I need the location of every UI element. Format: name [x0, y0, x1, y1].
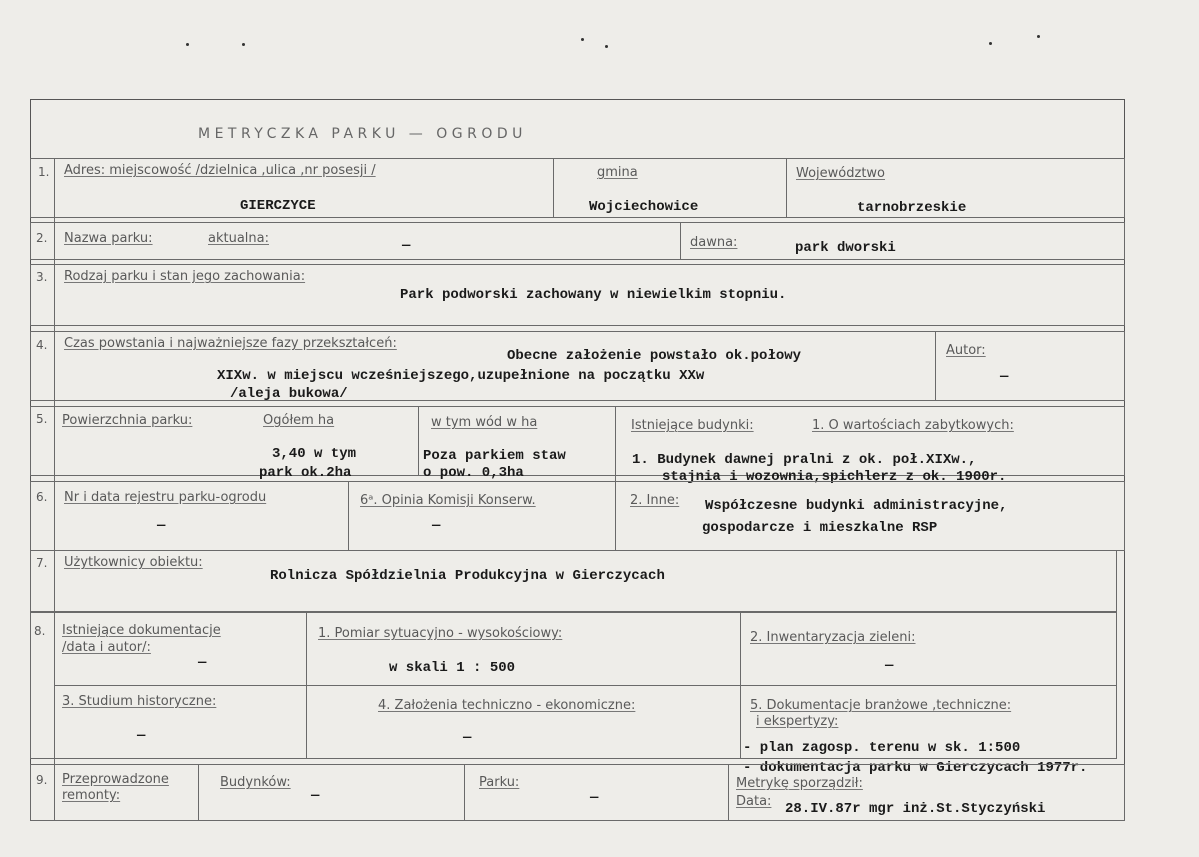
total-area-line-1: 3,40 w tym	[272, 446, 357, 462]
park-repairs-label: Parku:	[479, 775, 520, 790]
prepared-by-label: Metrykę sporządził:	[736, 776, 863, 791]
row-9-divider	[728, 764, 729, 821]
former-name-label: dawna:	[690, 235, 738, 250]
opinion-label: 6ᵃ. Opinia Komisji Konserw.	[360, 493, 536, 508]
history-label: Czas powstania i najważniejsze fazy przekształceń:	[64, 336, 397, 351]
wojewodztwo-value: tarnobrzeskie	[857, 200, 967, 216]
address-value: GIERCZYCE	[240, 198, 316, 214]
users-label: Użytkownicy obiektu:	[64, 555, 203, 570]
row-2-divider	[680, 222, 681, 260]
current-name-value: —	[402, 238, 411, 254]
register-value: —	[157, 518, 166, 534]
date-label: Data:	[736, 794, 772, 809]
historical-study-label: 3. Studium historyczne:	[62, 694, 217, 709]
history-line-2: XIXw. w miejscu wcześniejszego,uzupełnione na początku XXw	[217, 368, 705, 384]
inventory-value: —	[885, 658, 894, 674]
row-2-box	[30, 222, 1125, 260]
form-title: METRYCZKA PARKU — OGRODU	[198, 126, 527, 142]
technical-value: —	[463, 730, 472, 746]
repairs-label: remonty:	[62, 788, 121, 803]
opinion-value: —	[432, 518, 441, 534]
area-label: Powierzchnia parku:	[62, 413, 193, 428]
historical-study-value: —	[137, 728, 146, 744]
repairs-label: Przeprowadzone	[62, 772, 169, 787]
address-label: Adres: miejscowość /dzielnica ,ulica ,nr posesji /	[64, 163, 376, 178]
monuments-label: 1. O wartościach zabytkowych:	[812, 418, 1014, 433]
row-9-divider	[198, 764, 199, 821]
current-name-label: aktualna:	[208, 231, 269, 246]
water-area-label: w tym wód w ha	[431, 415, 538, 430]
row-4-divider	[935, 331, 936, 401]
branch-docs-line-1: - plan zagosp. terenu w sk. 1:500	[743, 740, 1021, 756]
other-buildings-label: 2. Inne:	[630, 493, 680, 508]
water-area-line-1: Poza parkiem staw	[423, 448, 566, 464]
row-8-divider	[306, 612, 307, 759]
park-type-value: Park podworski zachowany w niewielkim stopniu.	[400, 287, 787, 303]
punch-dot	[186, 43, 189, 46]
buildings-label: Istniejące budynki:	[631, 418, 754, 433]
punch-dot	[989, 42, 992, 45]
section-number: 3.	[36, 270, 48, 284]
history-line-3: /aleja bukowa/	[230, 386, 348, 402]
total-area-label: Ogółem ha	[263, 413, 335, 428]
other-buildings-line-1: Współczesne budynki administracyjne,	[705, 498, 1008, 514]
row-8-divider	[740, 612, 741, 759]
building-repairs-label: Budynków:	[220, 775, 291, 790]
inventory-label: 2. Inwentaryzacja zieleni:	[750, 630, 916, 645]
section-number: 4.	[36, 338, 48, 352]
monuments-line-2: stajnia i wozownia,spichlerz z ok. 1900r.	[662, 469, 1007, 485]
row-5-divider	[418, 406, 419, 476]
row-9-divider	[464, 764, 465, 821]
total-area-line-2: park ok.2ha	[259, 465, 352, 481]
section-number: 8.	[34, 624, 46, 638]
punch-dot	[581, 38, 584, 41]
punch-dot	[1037, 35, 1040, 38]
punch-dot	[605, 45, 608, 48]
documents-label: Istniejące dokumentacje	[62, 623, 221, 638]
row-1-divider	[786, 158, 787, 218]
water-area-line-2: o pow. 0,3ha	[423, 465, 524, 481]
branch-docs-label: i ekspertyzy:	[756, 714, 839, 729]
punch-dot	[242, 43, 245, 46]
author-label: Autor:	[946, 343, 986, 358]
date-value: 28.IV.87r mgr inż.St.Styczyński	[785, 801, 1046, 817]
section-number: 5.	[36, 412, 48, 426]
other-buildings-line-2: gospodarcze i mieszkalne RSP	[702, 520, 938, 536]
documents-label: /data i autor/:	[62, 640, 151, 655]
gmina-label: gmina	[597, 165, 638, 180]
section-number: 2.	[36, 231, 48, 245]
former-name-value: park dworski	[795, 240, 896, 256]
history-line-1: Obecne założenie powstało ok.połowy	[507, 348, 802, 364]
park-repairs-value: —	[590, 790, 599, 806]
section-number: 6.	[36, 490, 48, 504]
row-8-divider	[54, 685, 1117, 686]
technical-label: 4. Założenia techniczno - ekonomiczne:	[378, 698, 636, 713]
park-name-label: Nazwa parku:	[64, 231, 153, 246]
users-value: Rolnicza Spółdzielnia Produkcyjna w Gierczycach	[270, 568, 665, 584]
park-type-label: Rodzaj parku i stan jego zachowania:	[64, 269, 306, 284]
section-number: 9.	[36, 773, 48, 787]
survey-value: w skali 1 : 500	[389, 660, 516, 676]
documents-value: —	[198, 655, 207, 671]
author-value: —	[1000, 369, 1009, 385]
branch-docs-line-2: - dokumentacja parku w Gierczycach 1977r.	[743, 760, 1088, 776]
survey-label: 1. Pomiar sytuacyjno - wysokościowy:	[318, 626, 563, 641]
gmina-value: Wojciechowice	[589, 199, 699, 215]
section-number: 1.	[38, 165, 50, 179]
row-6-divider	[348, 481, 349, 551]
section-number: 7.	[36, 556, 48, 570]
building-repairs-value: —	[311, 788, 320, 804]
register-label: Nr i data rejestru parku-ogrodu	[64, 490, 267, 505]
branch-docs-label: 5. Dokumentacje branżowe ,techniczne:	[750, 698, 1012, 713]
wojewodztwo-label: Województwo	[796, 166, 886, 181]
monuments-line-1: 1. Budynek dawnej pralni z ok. poł.XIXw.,	[632, 452, 977, 468]
row-1-divider	[553, 158, 554, 218]
